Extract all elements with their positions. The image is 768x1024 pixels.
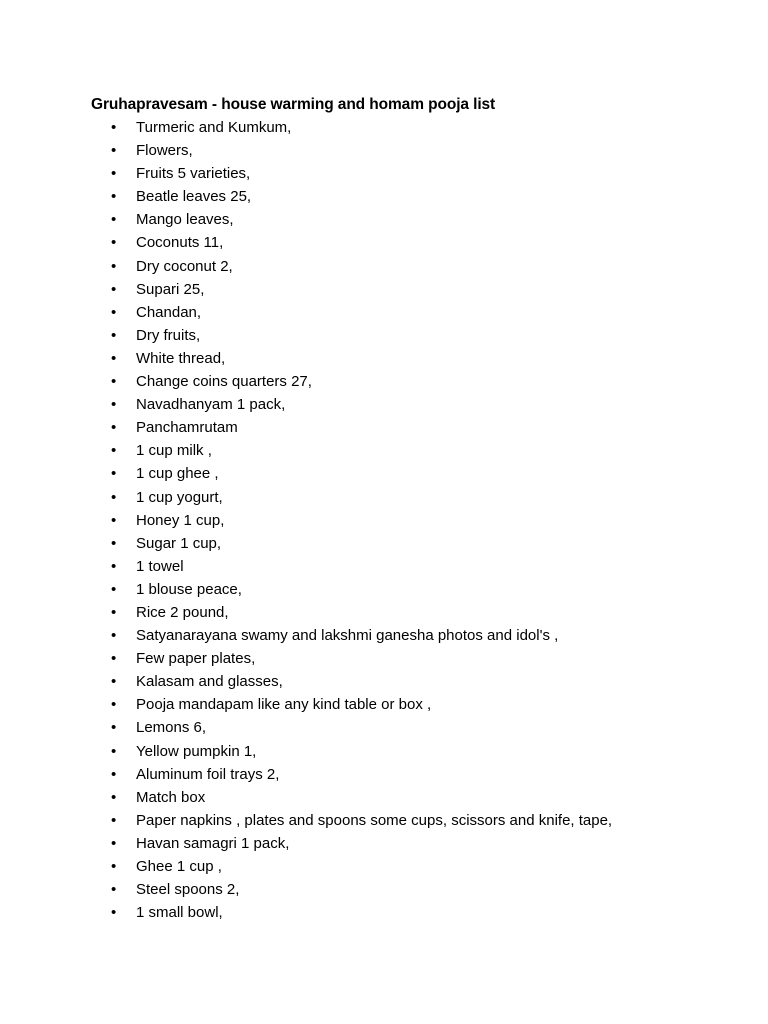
list-item-text: Paper napkins , plates and spoons some cups, scissors and knife, tape, — [136, 811, 613, 829]
list-item-text: Dry fruits, — [136, 326, 201, 344]
list-item-text: Chandan, — [136, 303, 202, 321]
bullet-icon: • — [111, 142, 117, 160]
bullet-icon: • — [111, 234, 117, 252]
list-item-text: 1 cup yogurt, — [136, 488, 223, 506]
bullet-icon: • — [111, 673, 117, 691]
bullet-icon: • — [111, 280, 117, 298]
list-item-text: Pooja mandapam like any kind table or box , — [136, 696, 432, 714]
bullet-icon: • — [111, 396, 117, 414]
list-item-text: 1 small bowl, — [136, 904, 223, 922]
list-item-text: Satyanarayana swamy and lakshmi ganesha photos and idol's , — [136, 627, 559, 645]
bullet-icon: • — [111, 419, 117, 437]
list-item-text: White thread, — [136, 349, 226, 367]
bullet-icon: • — [111, 442, 117, 460]
list-item-text: Honey 1 cup, — [136, 511, 225, 529]
bullet-icon: • — [111, 188, 117, 206]
bullet-icon: • — [111, 165, 117, 183]
document-title: Gruhapravesam - house warming and homam pooja list — [91, 96, 496, 113]
list-item-text: Fruits 5 varieties, — [136, 165, 251, 183]
bullet-icon: • — [111, 603, 117, 621]
bullet-icon: • — [111, 465, 117, 483]
list-item-text: Panchamrutam — [136, 419, 238, 437]
list-item-text: Mango leaves, — [136, 211, 234, 229]
bullet-icon: • — [111, 534, 117, 552]
bullet-icon: • — [111, 904, 117, 922]
list-item-text: Steel spoons 2, — [136, 881, 240, 899]
list-item-text: Few paper plates, — [136, 650, 256, 668]
list-item-text: Sugar 1 cup, — [136, 534, 222, 552]
bullet-icon: • — [111, 326, 117, 344]
list-item-text: Turmeric and Kumkum, — [136, 119, 292, 136]
bullet-icon: • — [111, 303, 117, 321]
list-item-text: Dry coconut 2, — [136, 257, 233, 275]
bullet-icon: • — [111, 119, 117, 136]
bullet-icon: • — [111, 373, 117, 391]
bullet-icon: • — [111, 858, 117, 875]
list-item-text: 1 cup milk , — [136, 442, 212, 460]
list-item-text: 1 blouse peace, — [136, 580, 242, 598]
bullet-icon: • — [111, 557, 117, 575]
bullet-icon: • — [111, 650, 117, 668]
bullet-icon: • — [111, 349, 117, 367]
bullet-icon: • — [111, 765, 117, 783]
bullet-icon: • — [111, 811, 117, 829]
list-item-text: Aluminum foil trays 2, — [136, 765, 280, 783]
list-item-text: Ghee 1 cup , — [136, 858, 222, 875]
list-item-text: Navadhanyam 1 pack, — [136, 396, 286, 414]
list-item-text: Yellow pumpkin 1, — [136, 742, 257, 760]
bullet-icon: • — [111, 881, 117, 899]
bullet-icon: • — [111, 788, 117, 806]
list-item-text: Flowers, — [136, 142, 193, 160]
bullet-icon: • — [111, 511, 117, 529]
list-item-text: Kalasam and glasses, — [136, 673, 283, 691]
bullet-icon: • — [111, 696, 117, 714]
bullet-icon: • — [111, 488, 117, 506]
bullet-icon: • — [111, 742, 117, 760]
bullet-icon: • — [111, 834, 117, 852]
list-item-text: Havan samagri 1 pack, — [136, 834, 290, 852]
list-item-text: Change coins quarters 27, — [136, 373, 312, 391]
list-item-text: 1 towel — [136, 557, 184, 575]
list-item-text: Supari 25, — [136, 280, 205, 298]
list-item-text: Rice 2 pound, — [136, 603, 229, 621]
bullet-icon: • — [111, 211, 117, 229]
list-item-text: Match box — [136, 788, 206, 806]
bullet-icon: • — [111, 580, 117, 598]
bullet-icon: • — [111, 719, 117, 737]
bullet-icon: • — [111, 627, 117, 645]
list-item-text: Coconuts 11, — [136, 234, 224, 252]
bullet-icon: • — [111, 257, 117, 275]
list-item-text: 1 cup ghee , — [136, 465, 219, 483]
list-item-text: Beatle leaves 25, — [136, 188, 252, 206]
list-item-text: Lemons 6, — [136, 719, 207, 737]
